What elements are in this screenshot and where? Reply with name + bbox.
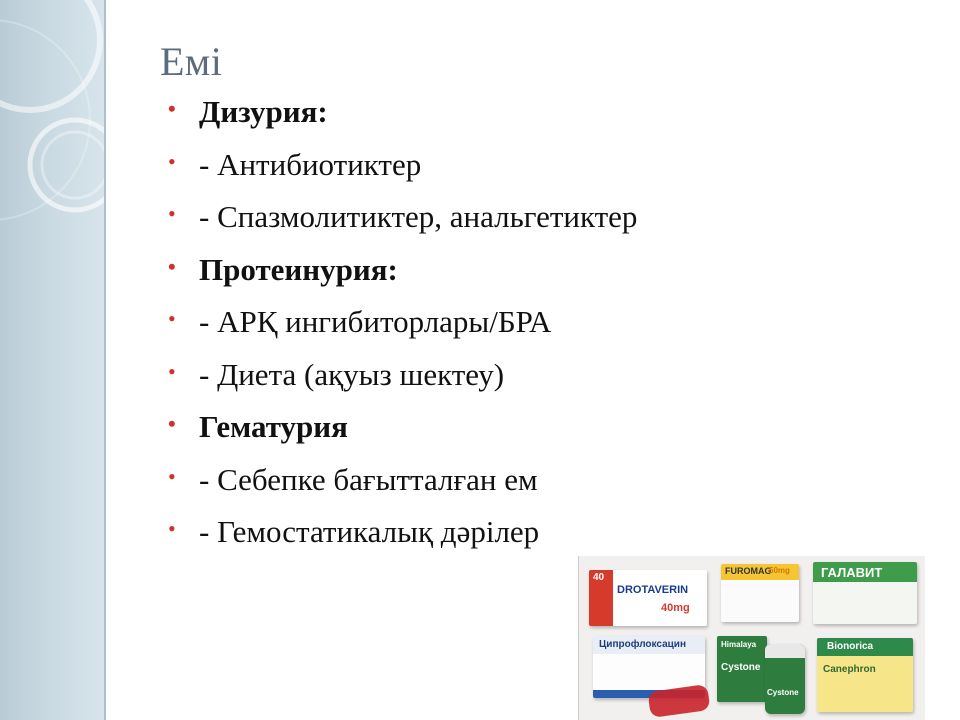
bullet-item: • Гематурия [168, 407, 868, 460]
decorative-circles [0, 0, 104, 720]
box-label: Cystone [767, 688, 799, 697]
bullet-item: • - Диета (ақуыз шектеу) [168, 355, 868, 408]
medicine-bottle-cystone [765, 644, 805, 714]
medicine-box-galavit [813, 562, 917, 624]
slide-title: Емі [160, 39, 223, 84]
box-label: DROTAVERIN [617, 584, 689, 596]
box-sub: 40mg [661, 602, 690, 614]
box-badge: 40 [593, 572, 605, 583]
medicine-box-canephron [817, 638, 913, 712]
medicine-photo [578, 556, 925, 720]
bullet-list [168, 92, 868, 565]
bullet-item: • - Себепке бағытталған ем [168, 460, 868, 513]
bullet-item: • Дизурия: [168, 92, 868, 145]
decorative-side-band [0, 0, 104, 720]
bullet-item: • - АРҚ ингибиторлары/БРА [168, 302, 868, 355]
box-label: Cystone [721, 662, 761, 673]
bullet-item: • - Антибиотиктер [168, 145, 868, 198]
box-label: Canephron [823, 664, 876, 675]
medicine-box-furomag [721, 564, 799, 622]
box-label: ГАЛАВИТ [821, 565, 883, 580]
box-brand: Himalaya [721, 640, 757, 649]
medicine-box-drotaverin [589, 570, 707, 626]
medicine-box-cystone [717, 636, 767, 702]
box-sub: 50mg [769, 566, 790, 575]
band-divider [104, 0, 106, 720]
box-brand: Bionorica [827, 641, 874, 652]
box-label: Ципрофлоксацин [599, 639, 686, 650]
bullet-item: • Протеинурия: [168, 250, 868, 303]
bullet-item: • - Гемостатикалық дәрілер [168, 512, 868, 565]
bullet-item: • - Спазмолитиктер, анальгетиктер [168, 197, 868, 250]
box-label: FUROMAG [725, 566, 772, 576]
